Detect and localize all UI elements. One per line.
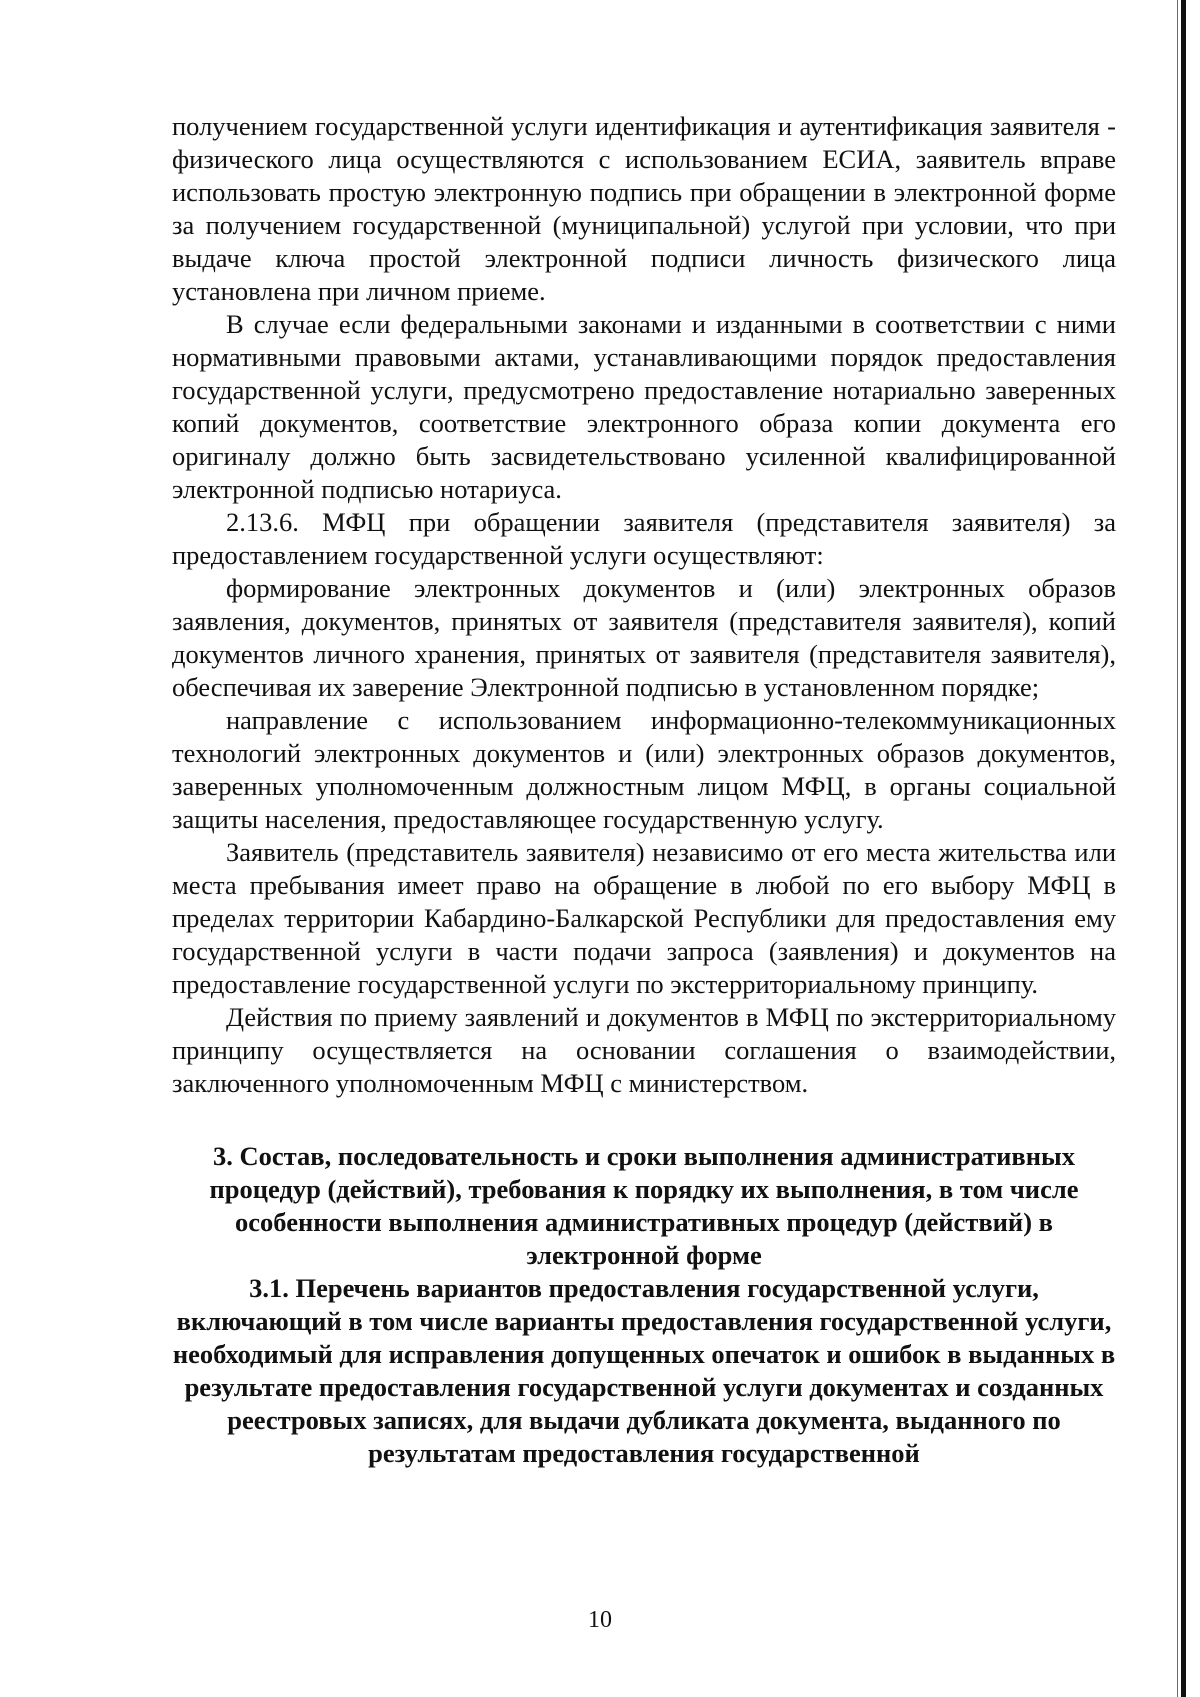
- page-number: 10: [588, 1607, 612, 1633]
- paragraph-sending-documents: направление с использованием информационно-телекоммуникационных технологий электронных документов и (или) электронных образов документов, заверенных уполномоченным должностным лицом МФЦ, в органы социальной защиты населения, предоставляющее государственную услугу.: [172, 705, 1116, 834]
- document-body: [172, 110, 1116, 1470]
- paragraph-forming-documents: формирование электронных документов и (или) электронных образов заявления, документов, принятых от заявителя (представителя заявителя), копий документов личного хранения, принятых от заявителя (представителя заявителя), обеспечивая их заверение Электронной подписью в установленном порядке;: [172, 573, 1116, 702]
- section-headings: [172, 1140, 1116, 1470]
- paragraph-notary: В случае если федеральными законами и изданными в соответствии с ними нормативными правовыми актами, устанавливающими порядок предоставления государственной услуги, предусмотрено предоставление нотариально заверенных копий документов, соответствие электронного образа копии документа его оригиналу должно быть засвидетельствовано усиленной квалифицированной электронной подписью нотариуса.: [172, 309, 1116, 504]
- section-3-1-heading: 3.1. Перечень вариантов предоставления государственной услуги, включающий в том числе варианты предоставления государственной услуги, необходимый для исправления допущенных опечаток и ошибок в выданных в результате предоставления государственной услуги документах и созданных реестровых записях, для выдачи дубликата документа, выданного по результатам предоставления государственной: [172, 1273, 1116, 1468]
- paragraph-extraterritorial: Действия по приему заявлений и документов в МФЦ по экстерриториальному принципу осуществляется на основании соглашения о взаимодействии, заключенного уполномоченным МФЦ с министерством.: [172, 1002, 1116, 1098]
- paragraph-applicant-right: Заявитель (представитель заявителя) независимо от его места жительства или места пребывания имеет право на обращение в любой по его выбору МФЦ в пределах территории Кабардино-Балкарской Республики для предоставления ему государственной услуги в части подачи запроса (заявления) и документов на предоставление государственной услуги по экстерриториальному принципу.: [172, 837, 1116, 999]
- scan-edge-line: [1177, 0, 1178, 1697]
- paragraph-2-13-6: 2.13.6. МФЦ при обращении заявителя (представителя заявителя) за предоставлением государственной услуги осуществляют:: [172, 507, 1116, 570]
- paragraph-esia: получением государственной услуги идентификация и аутентификация заявителя - физического лица осуществляются с использованием ЕСИА, заявитель вправе использовать простую электронную подпись при обращении в электронной форме за получением государственной (муниципальной) услугой при условии, что при выдаче ключа простой электронной подписи личность физического лица установлена при личном приеме.: [172, 111, 1116, 306]
- section-3-heading: 3. Состав, последовательность и сроки выполнения административных процедур (действий), требования к порядку их выполнения, в том числе особенности выполнения административных процедур (действий) в электронной форме: [209, 1141, 1079, 1270]
- scan-edge-border: [1181, 0, 1186, 1697]
